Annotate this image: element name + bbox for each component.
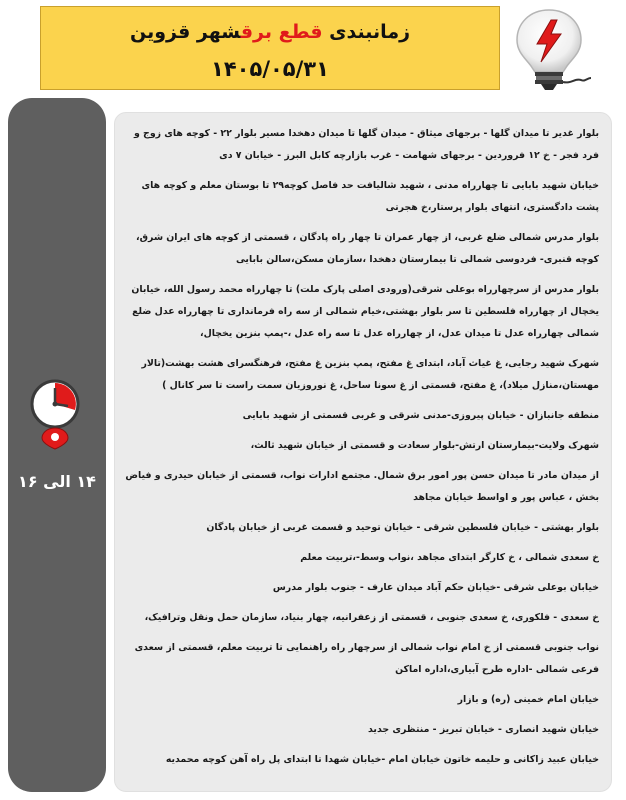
- list-item: خیابان بوعلی شرقی -خیابان حکم آباد میدان عارف - جنوب بلوار مدرس: [272, 582, 599, 593]
- title-city: شهر قزوین: [129, 21, 241, 43]
- list-item: خ سعدی - فلکوری، خ سعدی جنوبی ، قسمتی از زعفرانیه، چهار بنیاد، سازمان حمل ونقل وترافیک،: [144, 612, 599, 623]
- areas-panel: [114, 112, 612, 792]
- list-item: شهرک ولایت-بیمارستان ارتش-بلوار سعادت و قسمتی از خیابان شهید ثالث،: [250, 440, 599, 451]
- title-prefix: زمانبندی: [322, 21, 411, 43]
- list-item: خ سعدی شمالی ، خ کارگر ابتدای مجاهد ،نواب وسط-،تربیت معلم: [300, 552, 599, 563]
- outage-area-list: [125, 123, 599, 771]
- lightbulb-lightning-icon: [505, 4, 593, 92]
- list-item: شهرک شهید رجایی، غ غیاث آباد، ابتدای غ مفتح، پمپ بنزین غ مفتح، فرهنگسرای هشت بهشت(تالار مهستان،منازل میلاد)، غ مفتح، قسمتی از غ سونا ساحل، غ نوروزیان سمت راست تا سر کانال ): [141, 358, 599, 391]
- list-item: نواب جنوبی قسمتی از خ امام نواب شمالی از سرچهار راه راهنمایی تا تربیت معلم، قسمتی از سعدی فرعی شمالی -اداره طرح آبیاری،اداره اماکن: [134, 642, 599, 675]
- list-item: بلوار مدرس شمالی ضلع غربی، از چهار عمران تا چهار راه پادگان ، قسمتی از کوچه های ایران شرق، کوچه قنبری- فردوسی شمالی تا بیمارستان دهخدا ،سازمان مسکن،سالن بابایی: [136, 232, 599, 265]
- list-item: منطقه جانبازان - خیابان پیروزی-مدنی شرقی و غربی قسمتی از شهید بابایی: [242, 410, 599, 421]
- time-range: ۱۴ الی ۱۶: [18, 472, 96, 491]
- list-item: خیابان شهید انصاری - خیابان تبریز - منتظری جدید: [368, 724, 599, 735]
- title-highlight: قطع برق: [240, 21, 323, 43]
- list-item: بلوار مدرس از سرچهارراه بوعلی شرقی(ورودی اصلی پارک ملت) تا چهارراه محمد رسول الله، خیابان یخچال از چهارراه فلسطین تا سر بلوار بهشتی،خیام شمالی از سه راه فرمانداری تا چهارراه عدل ضلع شمالی چهارراه عدل تا میدان عدل، از چهارراه عدل تا سه راه عدل ،-پمپ بنزین یخچال،: [131, 284, 599, 339]
- list-item: بلوار غدیر تا میدان گلها - برجهای میثاق - میدان گلها تا میدان دهخدا مسیر بلوار ۲۲ - کوچه های زوج و فرد فجر - خ ۱۲ فروردین - برجهای شهامت - غرب بازارچه کابل البرز - خیابان ۷ دی: [133, 128, 599, 161]
- header-banner: [40, 6, 500, 90]
- schedule-date: ۱۴۰۵/۰۵/۳۱: [211, 57, 329, 81]
- list-item: بلوار بهشتی - خیابان فلسطین شرقی - خیابان توحید و قسمت غربی از خیابان پادگان: [206, 522, 599, 533]
- list-item: خیابان شهید بابایی تا چهارراه مدنی ، شهید شالیافت حد فاصل کوچه۲۹ تا بوستان معلم و کوچه های پشت دادگستری، انتهای بلوار پرستار،خ هجرتی: [141, 180, 599, 213]
- list-item: خیابان امام خمینی (ره) و بازار: [457, 694, 599, 705]
- list-item: خیابان عبید زاکانی و حلیمه خاتون خیابان امام -خیابان شهدا تا ابتدای پل راه آهن کوچه محمدیه: [165, 754, 599, 765]
- clock-pin-icon: [24, 378, 86, 450]
- page-title: [41, 21, 499, 43]
- list-item: از میدان مادر تا میدان حسن پور امور برق شمال. مجتمع ادارات نواب، قسمتی از خیابان حیدری و فیاض بخش ، عباس پور و اواسط خیابان مجاهد: [125, 470, 599, 503]
